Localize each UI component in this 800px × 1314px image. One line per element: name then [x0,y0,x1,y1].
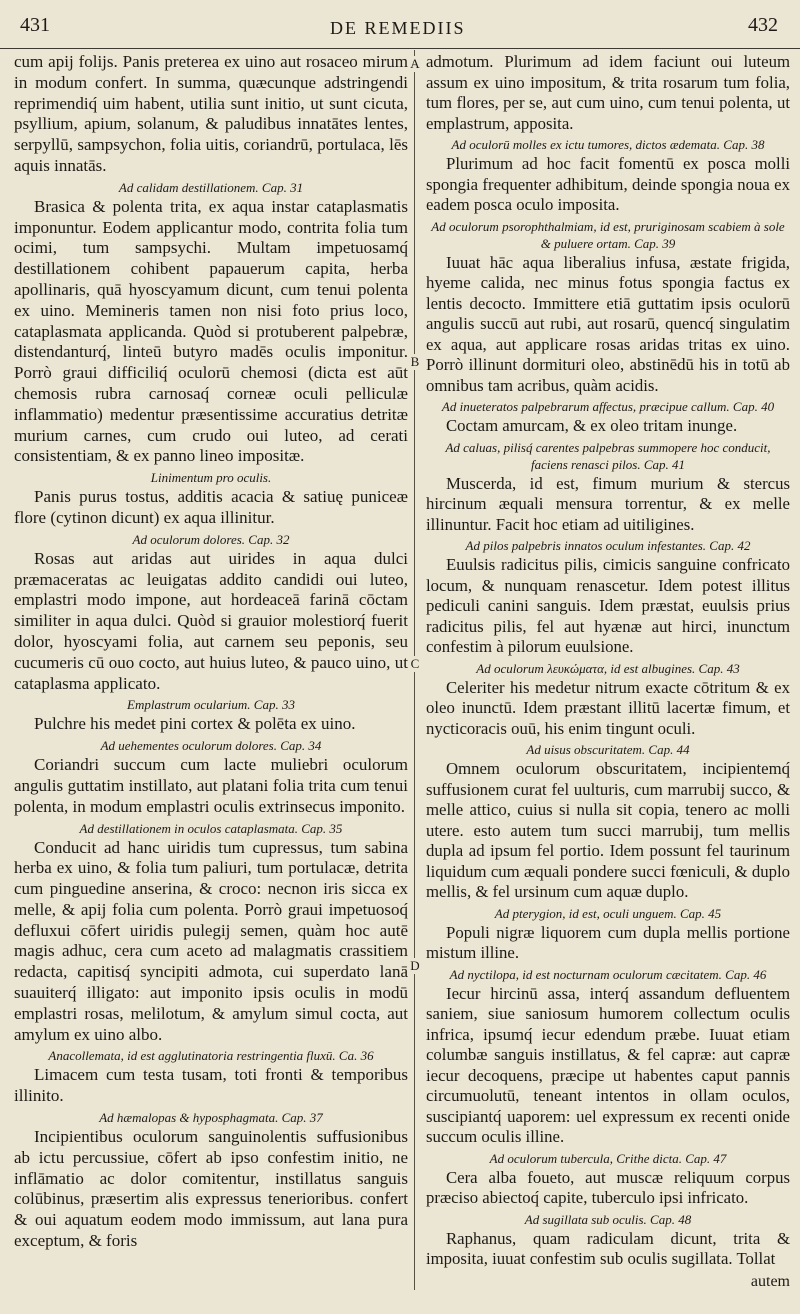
chapter-heading: Ad hæmalopas & hyposphagmata. Cap. 37 [99,1110,323,1126]
chapter-heading: Ad pilos palpebris innatos oculum infestantes. Cap. 42 [465,538,751,553]
margin-letter: B [410,354,420,369]
catchword: autem [750,1272,790,1290]
body-paragraph: admotum. Plurimum ad idem faciunt oui luteum assum ex uino impositum, & trita rosarum tum folia, tum flores, per se, aut cum uino, cum tenui polenta, ut emplastrum, apposita. [426,52,790,133]
body-paragraph: Brasica & polenta trita, ex aqua instar cataplasmatis imponuntur. Eodem applicantur modo, contrita folia tum ocimi, tum sampsychi. Multam impetuosamq́ destillationem cohibent papauerum capita, herba apollinaris, quā hyoscyamum dicunt, cum tenui polenta ex uino. Memineris tamen non nisi foto prius loco, cataplasmata applicanda. Quòd si protuberent palpebræ, distendanturq́, linteū butyro madēs oculis imponitur. Porrò graui difficiliq́ oculorū chemosi (dicta est aūt chemosis rubra carnosaq́ corneæ oculi pelliculæ inflammatio) medentur præsentissime accuratius detritæ murium carnes, cum crudo oui luteo, ad cerati consistentiam, & ex panno lineo impositæ. [14,196,408,466]
chapter-heading: Ad oculorū molles ex ictu tumores, dictos ædemata. Cap. 38 [451,137,765,152]
body-paragraph: Conducit ad hanc uiridis tum cupressus, tum sabina herba ex uino, & folia tum paliuri, tum portulacæ, detrita cum pinguedine anserina, & croco: necnon iris sicca ex melle, & apij folia cum polenta. Porrò graui impetuosoq́ defluxui cōfert uiridis pulegij semen, quàm hoc autē magis adhuc, cera cum aceto ad malagmatis crassitiem redacta, capitisq́ syncipiti admota, cui superdato lanā suauiterq́ illigato: aut imponito ipsis oculis in modū emplastri rosas, melilotum, & amylum simul cocta, aut amylum ex uino albo. [14,837,408,1044]
right-column [426,52,790,1292]
chapter-heading: Ad calidam destillationem. Cap. 31 [118,179,304,195]
chapter-heading: Linimentum pro oculis. [150,470,272,486]
body-paragraph: Omnem oculorum obscuritatem, incipientemq́ suffusionem curat fel uulturis, cum marrubij succo, & melle attico, cuius si nulla sit copia, tenero ac molli utere. esto autem tum succi marrubij, tum mellis dupla ad ipsum fel portio. Idem possunt fel taurinum liquidum cum æquali pondere succi fœniculi, & duplo mellis, & fel ursinum cum aquæ duplo. [426,759,790,901]
body-paragraph: Coctam amurcam, & ex oleo tritam inunge. [446,416,738,435]
chapter-heading: Ad nyctilopa, id est nocturnam oculorum cæcitatem. Cap. 46 [449,966,767,982]
body-paragraph: Populi nigræ liquorem cum dupla mellis portione mistum illine. [426,922,790,962]
chapter-heading: Ad uisus obscuritatem. Cap. 44 [526,742,690,757]
chapter-heading: Ad caluas, pilisq́ carentes palpebras summopere hoc conducit, faciens renasci pilos. Cap. 41 [445,439,771,472]
body-paragraph: Incipientibus oculorum sanguinolentis suffusionibus ab ictu percussiue, cōfert ab ipso confestim initio, ne inflāmatio ac dolor comitentur, instillatus sanguis colūbinus, præsertim alis expressus tenerioribus. confert & oui aquatum eodem modo immissum, aut lana pura exceptum, & foris [14,1127,408,1251]
body-paragraph: Iecur hircinū assa, interq́ assandum defluentem saniem, siue saniosum humorem collectum oculis infrica, ipsumq́ iecur edendum præbe. Iuuat etiam columbæ sanguis instillatus, & fel capræ: aut capræ iecur decoquens, præcipe ut habentes caput pannis circumuolutū, teneant intentos in ollam oculos, suscipiantq́ uaporem: uel expressum ex recenti onide succum oculis illine. [426,983,790,1146]
chapter-heading: Ad destillationem in oculos cataplasmata. Cap. 35 [79,820,343,836]
chapter-heading: Ad oculorum λευκώματα, id est albugines. Cap. 43 [476,660,740,676]
body-paragraph: Panis purus tostus, additis acacia & satiuę puniceæ flore (cytinon dicunt) ex aqua illinitur. [14,487,408,527]
body-paragraph: Rosas aut aridas aut uirides in aqua dulci præmaceratas ac leuigatas addito candidi oui luteo, emplastri modo impone, aut hordeaceā farinā cōctam similiter in aqua dulci. Quòd si grauior molestiorq́ fuerit dolor, hyoscyami folia, aut carnem seu peponis, seu cucumeris cū ouo cocto, aut huius luteo, & pauco uino, ut cataplasma applicato. [14,548,408,693]
margin-letter: D [410,958,420,973]
body-paragraph: Coriandri succum cum lacte muliebri oculorum angulis guttatim instillato, aut platani folia trita cum tenui polenta, in modum emplastri oculis extrinsecus imponito. [14,755,408,816]
page-number-left: 431 [20,14,50,36]
body-paragraph: Euulsis radicitus pilis, cimicis sanguine confricato locum, & nunquam renascetur. Idem potest illitus pediculi canini sanguis. Idem præstat, euulsis prius radicitus pilis, fel aut hyænæ aut hirci, inunctum confestim à pilorum euulsione. [426,555,790,656]
chapter-heading: Anacollemata, id est agglutinatoria restringentia fluxū. Ca. 36 [48,1048,374,1064]
body-paragraph: Plurimum ad hoc facit fomentū ex posca molli spongia frequenter adhibitum, deinde spongia noua ex eadem posca oculo imposita. [426,154,790,214]
body-paragraph: Cera alba foueto, aut muscæ reliquum corpus præciso abiectoq́ capite, tuberculo ipsi infricato. [426,1167,790,1207]
chapter-heading: Emplastrum ocularium. Cap. 33 [127,697,295,713]
page-header [0,14,800,49]
margin-letter: C [410,656,420,671]
running-title: DE REMEDIIS [330,18,466,38]
chapter-heading: Ad sugillata sub oculis. Cap. 48 [524,1211,692,1227]
chapter-heading: Ad oculorum psorophthalmiam, id est, pruriginosam scabiem à sole & puluere ortam. Cap. 39 [431,218,785,251]
chapter-heading: Ad pterygion, id est, oculi unguem. Cap. 45 [494,905,722,921]
margin-letter: A [410,56,420,71]
left-column [14,52,408,1252]
body-paragraph: Limacem cum testa tusam, toti fronti & temporibus illinito. [14,1065,408,1106]
body-paragraph: Iuuat hāc aqua liberalius infusa, æstate frigida, hyeme calida, nec minus fotus spongia factus ex lentis decocto. Immittere etiā guttatim ipsis oculorū angulis succū aut rubi, aut rosarū, quencq́ singulatim ex aqua, aut applicare rosas aridas tritas ex uino. Porrò illinunt dormituri oleo, abstinēdū his in totū ab omnibus tam acribus, quàm acidis. [426,252,790,395]
chapter-heading: Ad oculorum dolores. Cap. 32 [132,531,290,547]
body-paragraph: Pulchre his medeŧ pini cortex & polēta ex uino. [34,714,356,734]
chapter-heading: Ad uehementes oculorum dolores. Cap. 34 [100,738,322,754]
body-paragraph: Celeriter his medetur nitrum exacte cōtritum & ex oleo inunctū. Idem præstant illitū lacertæ fimum, et nycticoracis ouū, his enim tingunt oculi. [426,677,790,738]
chapter-heading: Ad oculorum tubercula, Crithe dicta. Cap. 47 [489,1150,727,1166]
chapter-heading: Ad inueteratos palpebrarum affectus, præcipue callum. Cap. 40 [441,399,775,414]
body-paragraph: cum apij folijs. Panis preterea ex uino aut rosaceo mirum in modum confert. In summa, quæcunque adstringendi reprimendiq́ uim habent, utilia sunt initio, ut sunt cicuta, psyllium, apium, solanum, & paludibus innatātes lentes, serpyllū, sampsychon, folia uitis, coriandrū, portulaca, lēs aquis innatās. [14,52,408,175]
page-number-right: 432 [748,14,778,36]
body-paragraph: Raphanus, quam radiculam dicunt, trita & imposita, iuuat confestim sub oculis sugillata. Tollat [426,1228,790,1268]
body-paragraph: Muscerda, id est, fimum murium & stercus hircinum æquali mensura torrentur, & ex melle illinuntur. Facit hoc etiam ad uitiligines. [426,473,790,534]
